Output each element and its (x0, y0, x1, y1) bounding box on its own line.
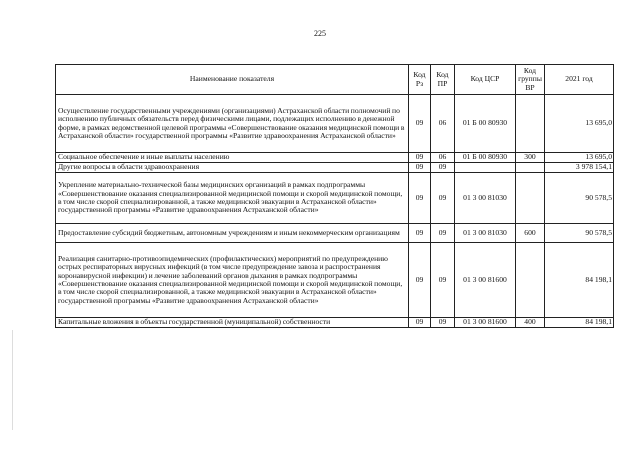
row-rz: 09 (409, 173, 431, 224)
row-vr: 400 (516, 318, 545, 328)
page-number: 225 (314, 29, 326, 38)
row-csr: 01 3 00 81030 (455, 224, 516, 243)
row-csr: 01 3 00 81600 (455, 318, 516, 328)
row-amount: 13 695,0 (545, 153, 614, 163)
row-vr (516, 95, 545, 153)
row-amount: 84 198,1 (545, 243, 614, 318)
table-row (56, 173, 614, 224)
row-vr: 300 (516, 153, 545, 163)
header-pr: Код ПР (431, 65, 455, 95)
header-amount: 2021 год (545, 65, 614, 95)
row-vr: 600 (516, 224, 545, 243)
table-row (56, 224, 614, 243)
row-csr: 01 3 00 81030 (455, 173, 516, 224)
row-pr: 06 (431, 153, 455, 163)
row-pr: 06 (431, 95, 455, 153)
row-name: Осуществление государственными учреждениями (организациями) Астраханской области полномочий по исполнению публичных обязательств перед физическими лицами, подлежащих исполнению в денежной форме, в рамках ведомственной целевой программы «Совершенствование оказания медицинской помощи в Астраханской области» государственной программы «Развитие здравоохранения Астраханской области» (56, 95, 409, 153)
row-pr: 09 (431, 318, 455, 328)
row-amount: 3 978 154,1 (545, 163, 614, 173)
row-pr: 09 (431, 163, 455, 173)
row-pr: 09 (431, 243, 455, 318)
row-name: Капитальные вложения в объекты государственной (муниципальной) собственности (56, 318, 409, 328)
row-pr: 09 (431, 173, 455, 224)
budget-table (55, 64, 614, 328)
row-vr (516, 163, 545, 173)
row-rz: 09 (409, 95, 431, 153)
row-amount: 90 578,5 (545, 173, 614, 224)
table-row (56, 163, 614, 173)
row-csr: 01 3 00 81600 (455, 243, 516, 318)
row-rz: 09 (409, 163, 431, 173)
row-vr (516, 173, 545, 224)
row-csr: 01 Б 00 80930 (455, 95, 516, 153)
table-row (56, 318, 614, 328)
row-rz: 09 (409, 153, 431, 163)
row-name: Укрепление материально-технической базы медицинских организаций в рамках подпрограммы «Совершенствование оказания специализированной медицинской помощи и скорой медицинской помощи, в том числе скорой специализированной, а также медицинской эвакуации в Астраханской области» государственной программы «Развитие здравоохранения Астраханской области» (56, 173, 409, 224)
row-csr (455, 163, 516, 173)
row-rz: 09 (409, 243, 431, 318)
row-rz: 09 (409, 318, 431, 328)
table-header-row (56, 65, 614, 95)
header-rz: Код Рз (409, 65, 431, 95)
row-name: Социальное обеспечение и иные выплаты населению (56, 153, 409, 163)
table-row (56, 153, 614, 163)
row-name: Другие вопросы в области здравоохранения (56, 163, 409, 173)
table-row (56, 95, 614, 153)
header-name: Наименование показателя (56, 65, 409, 95)
row-csr: 01 Б 00 80930 (455, 153, 516, 163)
scan-artifact-line (12, 330, 13, 430)
row-pr: 09 (431, 224, 455, 243)
header-csr: Код ЦСР (455, 65, 516, 95)
row-name: Предоставление субсидий бюджетным, автономным учреждениям и иным некоммерческим организациям (56, 224, 409, 243)
row-amount: 13 695,0 (545, 95, 614, 153)
header-vr: Код группы ВР (516, 65, 545, 95)
row-name: Реализация санитарно-противоэпидемических (профилактических) мероприятий по предупреждению острых респираторных вирусных инфекций (в том числе предупреждение завоза и распространения коронавирусной инфекции) и лечение заболеваний органов дыхания в рамках подпрограммы «Совершенствование оказания специализированной медицинской помощи и скорой медицинской помощи, в том числе скорой специализированной, а также медицинской эвакуации в Астраханской области» государственной программы «Развитие здравоохранения Астраханской области» (56, 243, 409, 318)
row-amount: 90 578,5 (545, 224, 614, 243)
row-vr (516, 243, 545, 318)
table-row (56, 243, 614, 318)
row-amount: 84 198,1 (545, 318, 614, 328)
row-rz: 09 (409, 224, 431, 243)
